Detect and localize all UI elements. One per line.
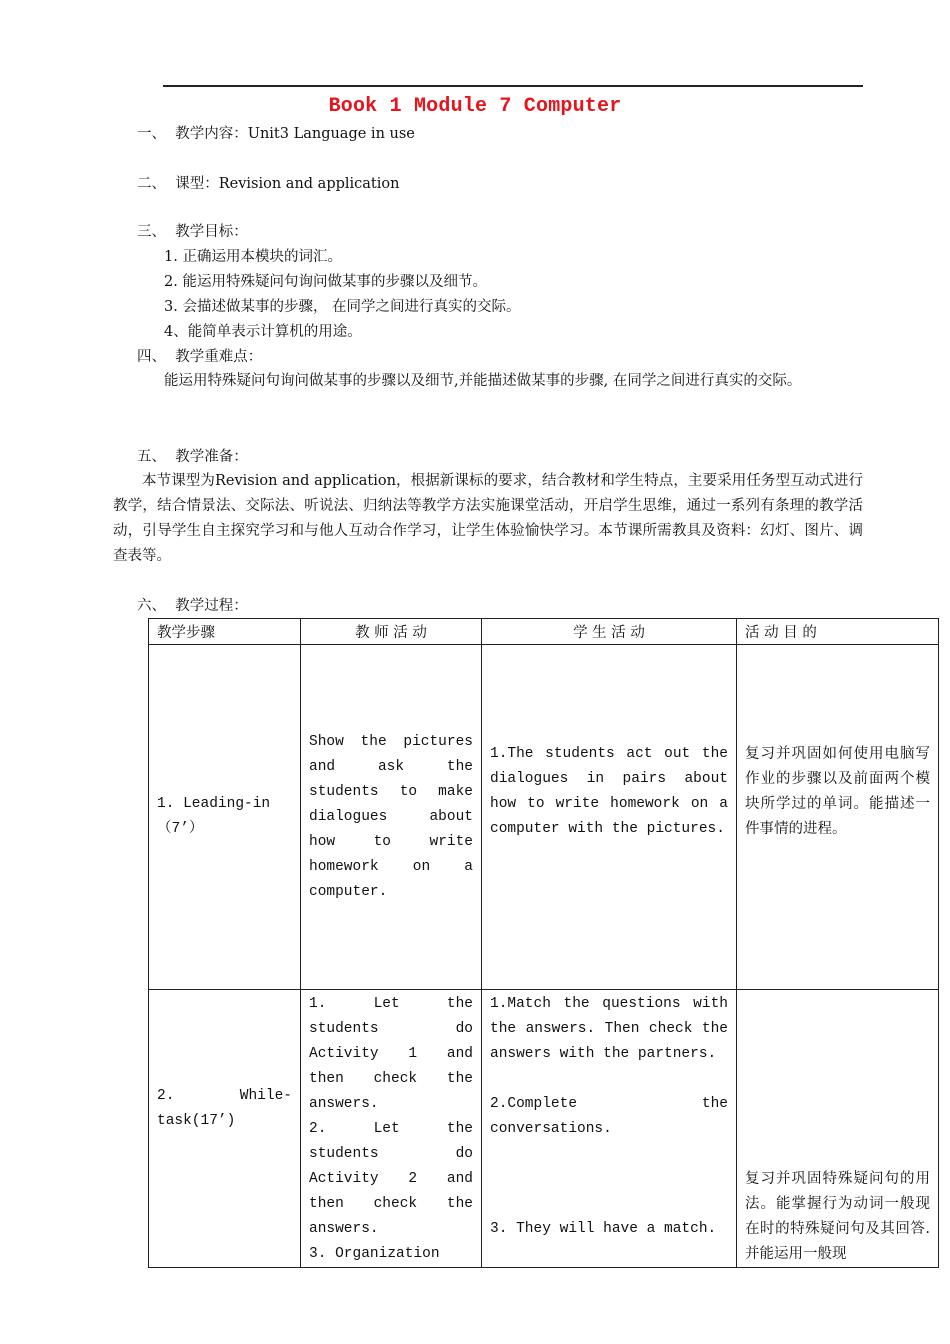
student-activity-item: 1.Match the questions with the answers. Then check the answers with the partners. xyxy=(490,996,728,1062)
objective-item: 2. 能运用特殊疑问句询问做某事的步骤以及细节。 xyxy=(164,274,487,290)
section-number: 一、 xyxy=(137,126,166,142)
column-header-teacher: 教 师 活 动 xyxy=(301,619,482,645)
section-3 xyxy=(137,222,248,242)
spacer xyxy=(490,1067,728,1092)
student-activity-item: 2.Complete the conversations. xyxy=(490,1096,728,1137)
objective-item: 4、能简单表示计算机的用途。 xyxy=(164,324,362,340)
column-header-purpose: 活 动 目 的 xyxy=(737,619,939,645)
section-heading: 教学准备： xyxy=(175,449,248,465)
section-heading: 教学重难点： xyxy=(175,349,263,365)
table-row xyxy=(149,645,939,990)
section-heading: 教学内容：Unit3 Language in use xyxy=(175,126,415,142)
section-5 xyxy=(137,447,248,467)
section-heading: 教学目标： xyxy=(175,224,248,240)
step-cell: 1. Leading-in （7’） xyxy=(149,645,301,990)
purpose-cell: 复习并巩固特殊疑问句的用法。能掌握行为动词一般现在时的特殊疑问句及其回答. 并能运用一般现 xyxy=(737,990,939,1268)
preparation-text: 本节课型为Revision and application，根据新课标的要求，结合教材和学生特点，主要采用任务型互动式进行教学，结合情景法、交际法、听说法、归纳法等教学方法实施课堂活动，开启学生思维，通过一系列有条理的教学活动，引导学生自主探究学习和与他人互动合作学习，让学生体验愉快学习。本节课所需教具及资料：幻灯、图片、调查表等。 xyxy=(113,473,863,564)
purpose-cell: 复习并巩固如何使用电脑写作业的步骤以及前面两个模块所学过的单词。能描述一件事情的进程。 xyxy=(737,645,939,990)
spacer xyxy=(490,1167,728,1192)
step-cell: 2. While-task(17’) xyxy=(149,990,301,1268)
teacher-activity-item: 1. Let the students do Activity 1 and then check the answers. xyxy=(309,996,473,1112)
document-title: Book 1 Module 7 Computer xyxy=(328,95,622,118)
student-activity-item: 3. They will have a match. xyxy=(490,1221,717,1237)
table-row xyxy=(149,990,939,1268)
section-6 xyxy=(137,596,248,616)
section-4 xyxy=(137,347,262,367)
objective-item: 1. 正确运用本模块的词汇。 xyxy=(164,249,342,265)
spacer xyxy=(490,1192,728,1217)
objective-item: 3. 会描述做某事的步骤， 在同学之间进行真实的交际。 xyxy=(164,299,521,315)
teaching-process-table xyxy=(148,618,939,1268)
student-activity-cell: 1.The students act out the dialogues in pairs about how to write homework on a computer with the pictures. xyxy=(482,645,737,990)
teacher-activity-cell: Show the pictures and ask the students to make dialogues about how to write homework on a computer. xyxy=(301,645,482,990)
section-number: 三、 xyxy=(137,224,166,240)
spacer xyxy=(490,1142,728,1167)
column-header-step: 教学步骤 xyxy=(149,619,301,645)
section-number: 五、 xyxy=(137,449,166,465)
header-rule xyxy=(163,85,863,87)
key-points-text: 能运用特殊疑问句询问做某事的步骤以及细节,并能描述做某事的步骤, 在同学之间进行真实的交际。 xyxy=(164,373,802,389)
table-header-row xyxy=(149,619,939,645)
teacher-activity-item: 2. Let the students do Activity 2 and then check the answers. xyxy=(309,1121,473,1237)
section-2 xyxy=(137,174,399,194)
section-1 xyxy=(137,124,415,144)
teacher-activity-item: 3. Organization xyxy=(309,1246,440,1262)
section-number: 四、 xyxy=(137,349,166,365)
section-heading: 课型：Revision and application xyxy=(175,176,400,192)
section-number: 二、 xyxy=(137,176,166,192)
student-activity-cell xyxy=(482,990,737,1268)
column-header-student: 学 生 活 动 xyxy=(482,619,737,645)
section-number: 六、 xyxy=(137,598,166,614)
teacher-activity-cell xyxy=(301,990,482,1268)
section-heading: 教学过程： xyxy=(175,598,248,614)
